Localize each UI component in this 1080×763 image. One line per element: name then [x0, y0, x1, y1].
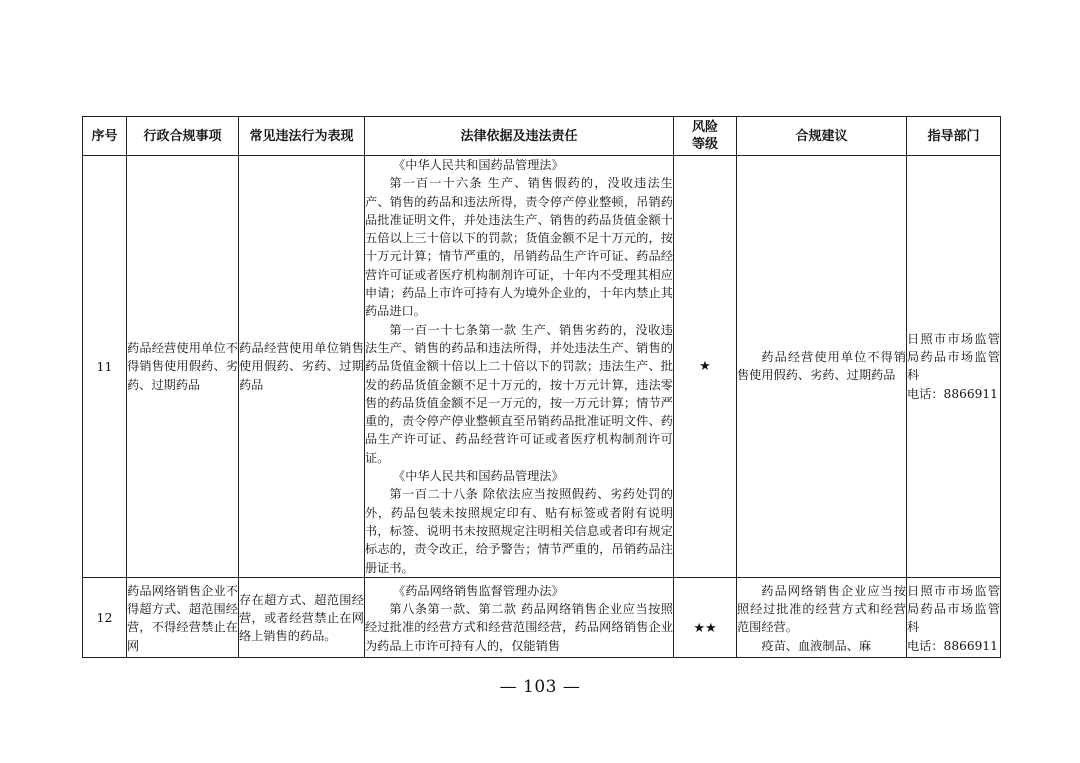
header-row	[83, 117, 1001, 156]
header-risk	[674, 117, 737, 156]
compliance-item: 药品网络销售企业不得超方式、超范围经营，不得经营禁止在网	[127, 577, 239, 657]
header-dept: 指导部门	[907, 117, 1001, 156]
header-basis: 法律依据及违法责任	[365, 117, 674, 156]
page-number: — 103 —	[499, 677, 581, 697]
header-item: 行政合规事项	[127, 117, 239, 156]
law-title: 《中华人民共和国药品管理法》	[393, 158, 564, 172]
violation-behavior: 存在超方式、超范围经营，或者经营禁止在网络上销售的药品。	[239, 577, 365, 657]
law-article: 第一百二十八条 除依法应当按照假药、劣药处罚的外，药品包装未按照规定印有、贴有标签或者附有说明书，标签、说明书未按照规定注明相关信息或者印有规定标志的，责令改正，给予警告；情节严重的，吊销药品注册证书。	[365, 487, 673, 575]
dept-phone: 电话：8866911	[907, 386, 998, 401]
row-number: 11	[83, 156, 127, 578]
violation-behavior: 药品经营使用单位销售使用假药、劣药、过期药品	[239, 156, 365, 578]
legal-basis	[365, 156, 674, 578]
guiding-dept	[907, 156, 1001, 578]
law-title: 《中华人民共和国药品管理法》	[393, 469, 564, 484]
risk-level: ★★	[674, 577, 737, 657]
advice-text: 药品网络销售企业应当按照经过批准的经营方式和经营范围经营。	[737, 583, 906, 635]
compliance-table	[82, 116, 1001, 658]
advice-text: 药品经营使用单位不得销售使用假药、劣药、过期药品	[737, 350, 906, 383]
dept-name: 日照市市场监管局药品市场监管科	[907, 583, 1000, 635]
header-no: 序号	[83, 117, 127, 156]
header-risk-label: 风险 等级	[691, 120, 718, 152]
header-advice: 合规建议	[737, 117, 907, 156]
compliance-advice	[737, 577, 907, 657]
guiding-dept	[907, 577, 1001, 657]
legal-basis	[365, 577, 674, 657]
advice-text: 疫苗、血液制品、麻	[761, 638, 872, 653]
header-behavior: 常见违法行为表现	[239, 117, 365, 156]
compliance-item: 药品经营使用单位不得销售使用假药、劣药、过期药品	[127, 156, 239, 578]
law-article: 第八条第一款、第二款 药品网络销售企业应当按照经过批准的经营方式和经营范围经营，药品网络销售企业为药品上市许可持有人的，仅能销售	[365, 602, 673, 653]
table-row	[83, 577, 1001, 657]
risk-level: ★	[674, 156, 737, 578]
row-number: 12	[83, 577, 127, 657]
law-article: 第一百一十七条第一款 生产、销售劣药的，没收违法生产、销售的药品和违法所得，并处违法生产、销售的药品货值金额十倍以上二十倍以下的罚款；违法生产、批发的药品货值金额不足十万元的，按十万元计算，违法零售的药品货值金额不足一万元的，按一万元计算；情节严重的，责令停产停业整顿直至吊销药品批准证明文件、药品生产许可证、药品经营许可证或者医疗机构制剂许可证。	[365, 322, 673, 465]
law-article: 第一百一十六条 生产、销售假药的，没收违法生产、销售的药品和违法所得，责令停产停业整顿，吊销药品批准证明文件，并处违法生产、销售的药品货值金额十五倍以上三十倍以下的罚款；货值金额不足十万元的，按十万元计算；情节严重的，吊销药品生产许可证、药品经营许可证或者医疗机构制剂许可证，十年内不受理其相应申请；药品上市许可持有人为境外企业的，十年内禁止其药品进口。	[365, 176, 673, 319]
table-row	[83, 156, 1001, 578]
dept-phone: 电话：8866911	[907, 638, 998, 653]
compliance-advice	[737, 156, 907, 578]
dept-name: 日照市市场监管局药品市场监管科	[907, 332, 1000, 383]
law-title: 《药品网络销售监督管理办法》	[393, 583, 564, 598]
